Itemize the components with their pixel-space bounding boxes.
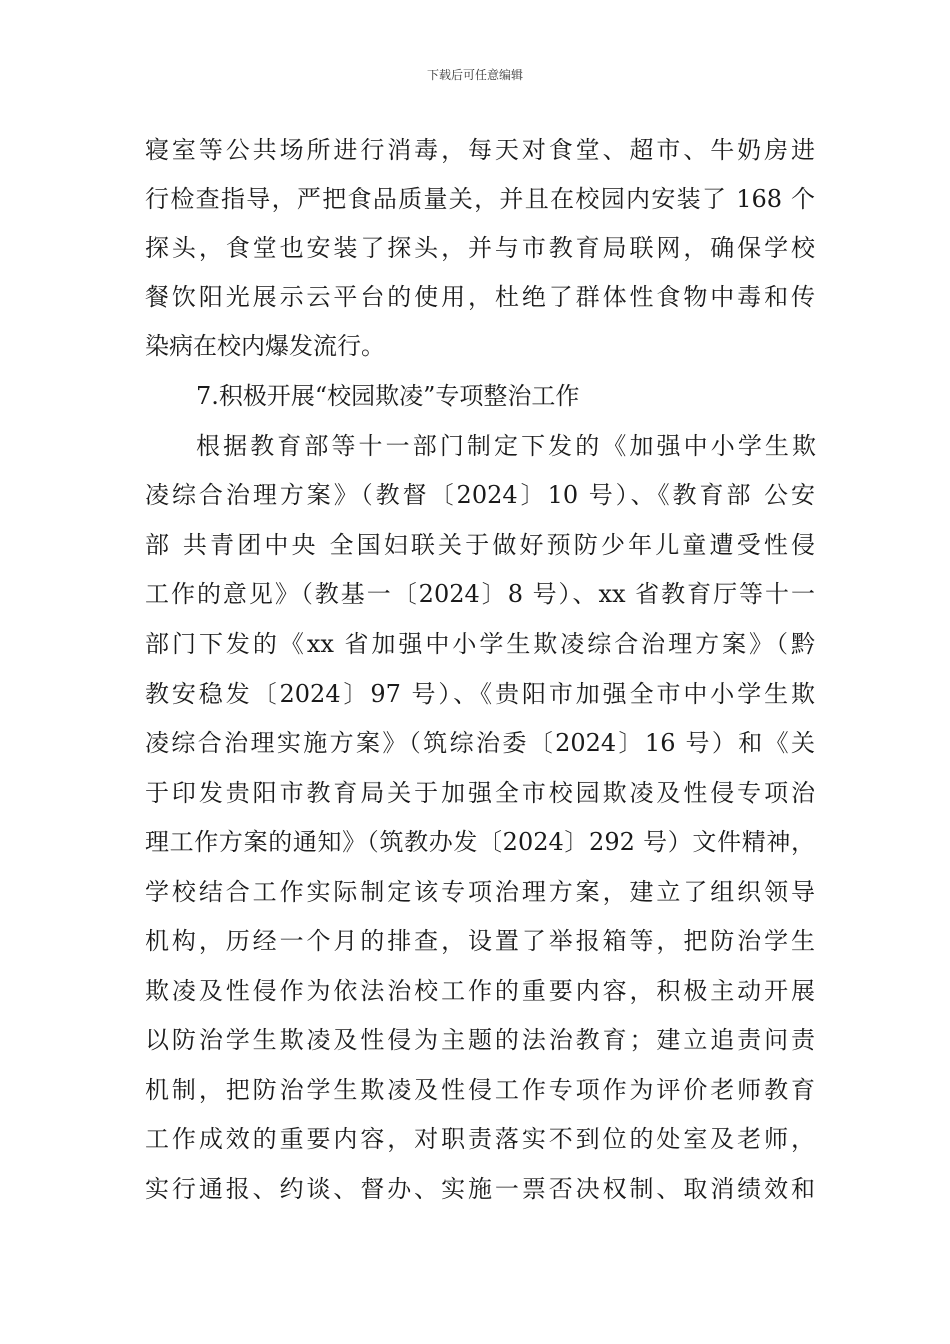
body-line: 工作的意见》（教基一〔2024〕8 号）、xx 省教育厅等十一 xyxy=(145,580,815,608)
body-line: 理工作方案的通知》（筑教办发〔2024〕292 号）文件精神， xyxy=(145,828,815,856)
body-line: 教安稳发〔2024〕97 号）、《贵阳市加强全市中小学生欺 xyxy=(145,680,815,708)
body-line: 染病在校内爆发流行。 xyxy=(145,332,385,360)
body-line: 机构，历经一个月的排查，设置了举报箱等，把防治学生 xyxy=(145,927,815,955)
body-line: 部 共青团中央 全国妇联关于做好预防少年儿童遭受性侵 xyxy=(145,531,815,559)
body-line: 机制，把防治学生欺凌及性侵工作专项作为评价老师教育 xyxy=(145,1076,815,1104)
body-line: 工作成效的重要内容，对职责落实不到位的处室及老师， xyxy=(145,1125,815,1153)
body-line: 以防治学生欺凌及性侵为主题的法治教育；建立追责问责 xyxy=(145,1026,815,1054)
body-line: 餐饮阳光展示云平台的使用，杜绝了群体性食物中毒和传 xyxy=(145,283,815,311)
body-line: 根据教育部等十一部门制定下发的《加强中小学生欺 xyxy=(196,432,816,460)
body-line: 部门下发的《xx 省加强中小学生欺凌综合治理方案》（黔 xyxy=(145,630,815,658)
body-line: 实行通报、约谈、督办、实施一票否决权制、取消绩效和 xyxy=(145,1175,815,1203)
section-heading: 7.积极开展“校园欺凌”专项整治工作 xyxy=(196,382,580,410)
body-line: 欺凌及性侵作为依法治校工作的重要内容，积极主动开展 xyxy=(145,977,815,1005)
body-line: 凌综合治理方案》（教督〔2024〕10 号）、《教育部 公安 xyxy=(145,481,815,509)
page-header: 下载后可任意编辑 xyxy=(426,68,523,82)
body-line: 寝室等公共场所进行消毒，每天对食堂、超市、牛奶房进 xyxy=(145,136,815,164)
body-line: 探头，食堂也安装了探头，并与市教育局联网，确保学校 xyxy=(145,234,815,262)
body-line: 凌综合治理实施方案》（筑综治委〔2024〕16 号）和《关 xyxy=(145,729,815,757)
body-line: 行检查指导，严把食品质量关，并且在校园内安装了 168 个 xyxy=(145,185,815,213)
body-line: 学校结合工作实际制定该专项治理方案，建立了组织领导 xyxy=(145,878,815,906)
body-line: 于印发贵阳市教育局关于加强全市校园欺凌及性侵专项治 xyxy=(145,779,815,807)
